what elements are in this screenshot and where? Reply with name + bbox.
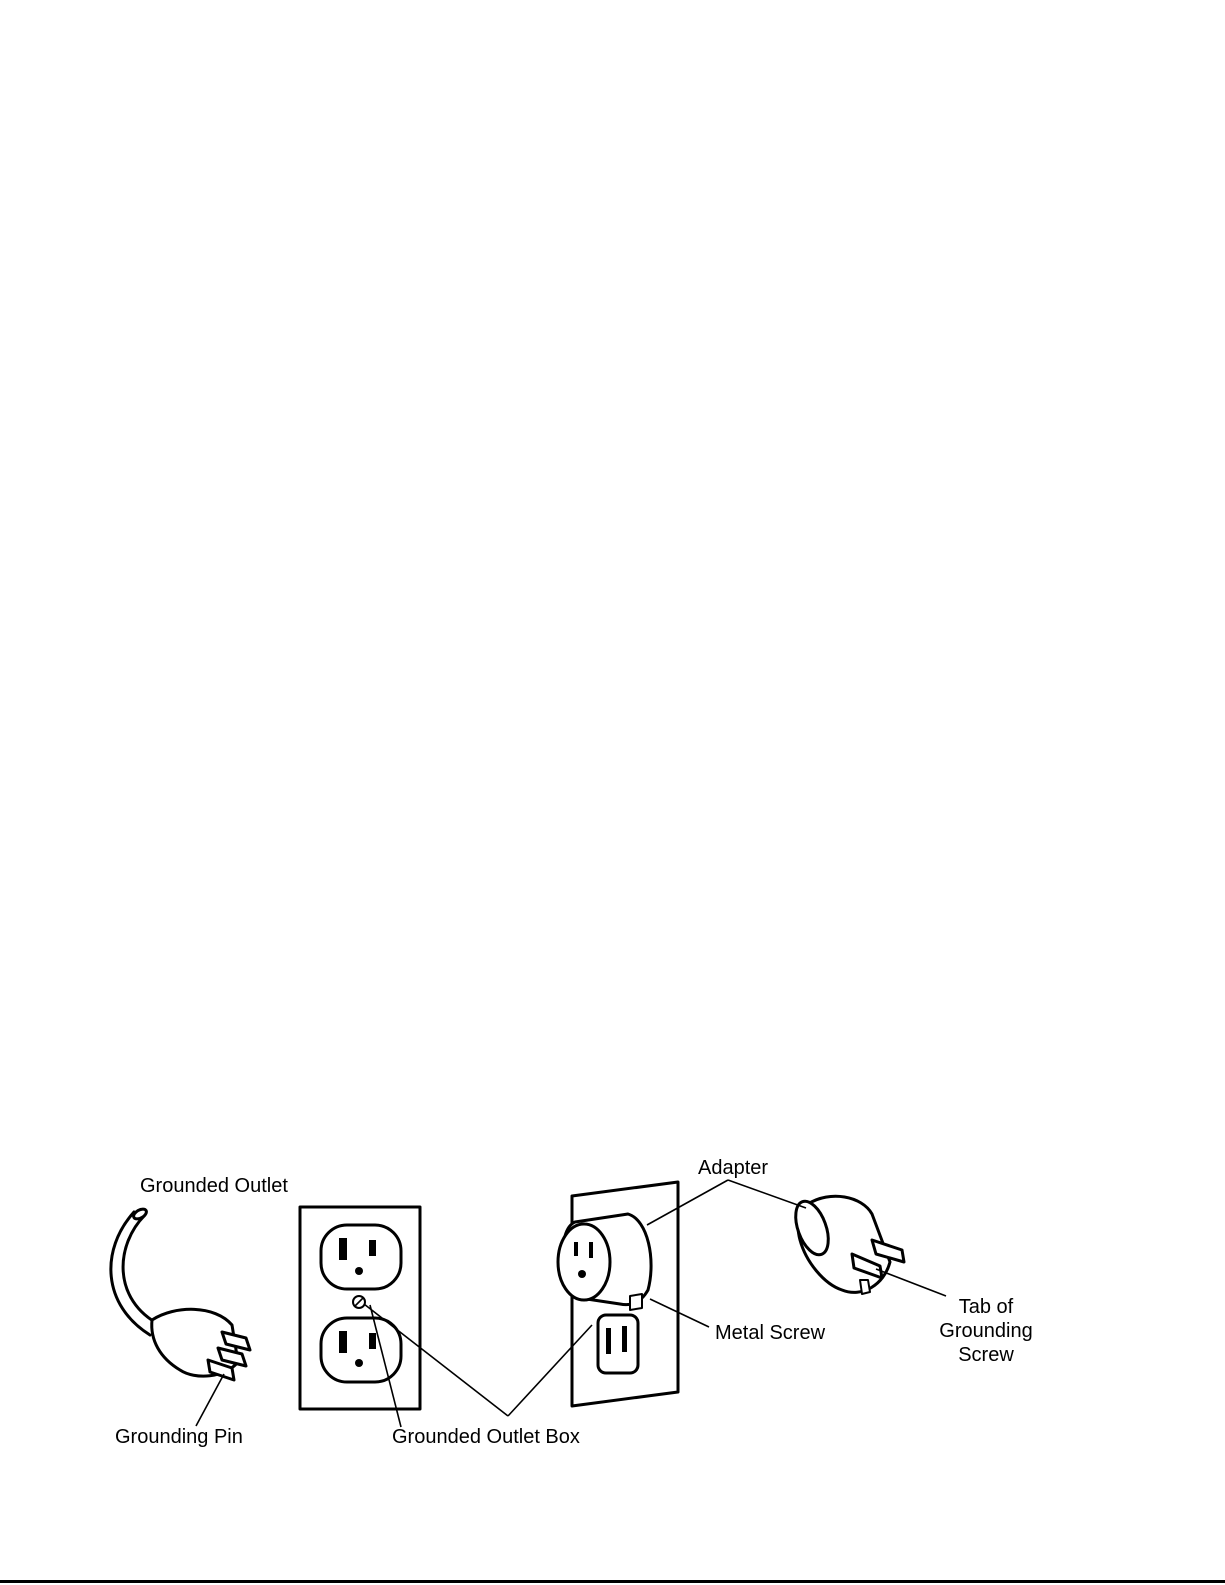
label-adapter: Adapter [698, 1157, 769, 1179]
label-grounding-pin: Grounding Pin [115, 1426, 243, 1448]
page-bottom-rule [0, 1580, 1225, 1583]
label-tab-line1: Tab of [958, 1296, 1014, 1318]
loose-adapter-illustration [789, 1196, 904, 1294]
label-grounded-outlet-box: Grounded Outlet Box [392, 1426, 580, 1448]
label-metal-screw: Metal Screw [715, 1322, 826, 1344]
label-grounded-outlet: Grounded Outlet [140, 1175, 288, 1197]
adapter-outlet-illustration [558, 1182, 678, 1406]
label-tab-line2: Grounding [939, 1320, 1033, 1342]
grounded-plug-illustration [111, 1207, 250, 1380]
duplex-grounded-outlet-illustration [300, 1207, 420, 1409]
label-tab-line3: Screw [958, 1344, 1014, 1366]
